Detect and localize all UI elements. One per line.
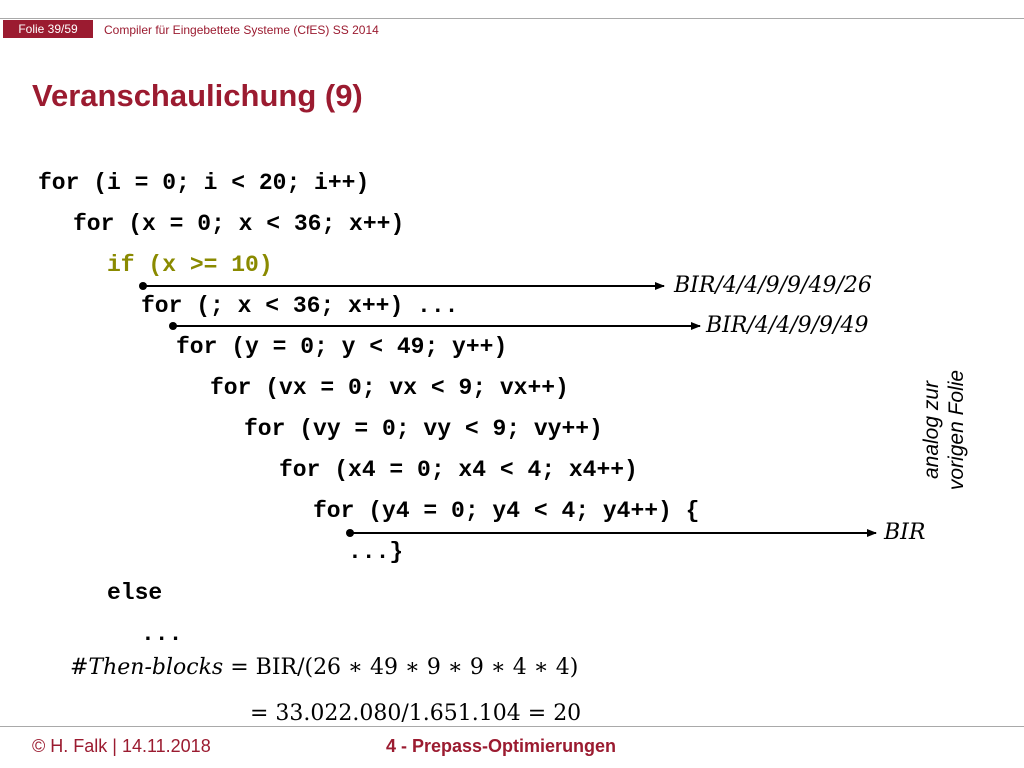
code-line: for (x = 0; x < 36; x++) — [73, 211, 405, 237]
code-line: for (i = 0; i < 20; i++) — [38, 170, 370, 196]
code-line: ... — [141, 621, 183, 647]
code-line: for (y = 0; y < 49; y++) — [176, 334, 508, 360]
side-note-line: analog zur — [919, 380, 943, 480]
arrow-bir-49 — [169, 322, 700, 330]
code-line: ...} — [348, 539, 404, 565]
code-line-else: else — [107, 580, 163, 606]
side-note-line: vorigen Folie — [945, 369, 968, 491]
arrow-bir — [346, 529, 876, 537]
code-line: for (x4 = 0; x4 < 4; x4++) — [279, 457, 638, 483]
slide-title: Veranschaulichung (9) — [32, 78, 363, 113]
arrow-label-bir-49: BIR/4/4/9/9/49 — [706, 313, 869, 338]
code-line: for (; x < 36; x++) ... — [141, 293, 459, 319]
footer-rule — [0, 726, 1024, 727]
side-note — [919, 370, 969, 490]
footer-author-date: © H. Falk | 14.11.2018 — [32, 736, 211, 756]
formula-rhs: = BIR/(26 ∗ 49 ∗ 9 ∗ 9 ∗ 4 ∗ 4) — [230, 655, 579, 680]
formula-line-2: = 33.022.080/1.651.104 = 20 — [250, 701, 582, 726]
code-line: for (vy = 0; vy < 9; vy++) — [244, 416, 603, 442]
formula-line-1 — [70, 657, 578, 679]
arrow-bir-26 — [139, 282, 664, 290]
footer-section: 4 - Prepass-Optimierungen — [386, 736, 617, 756]
slide-number-badge: Folie 39/59 — [3, 20, 93, 38]
course-title: Compiler für Eingebettete Systeme (CfES) SS 2014 — [104, 23, 379, 37]
code-line: for (y4 = 0; y4 < 4; y4++) { — [313, 498, 700, 524]
arrow-label-bir-26: BIR/4/4/9/9/49/26 — [674, 273, 872, 298]
code-line: for (vx = 0; vx < 9; vx++) — [210, 375, 569, 401]
code-line-condition: if (x >= 10) — [107, 252, 273, 278]
arrow-label-bir: BIR — [884, 520, 926, 545]
formula-lhs: #Then-blocks — [70, 655, 224, 680]
